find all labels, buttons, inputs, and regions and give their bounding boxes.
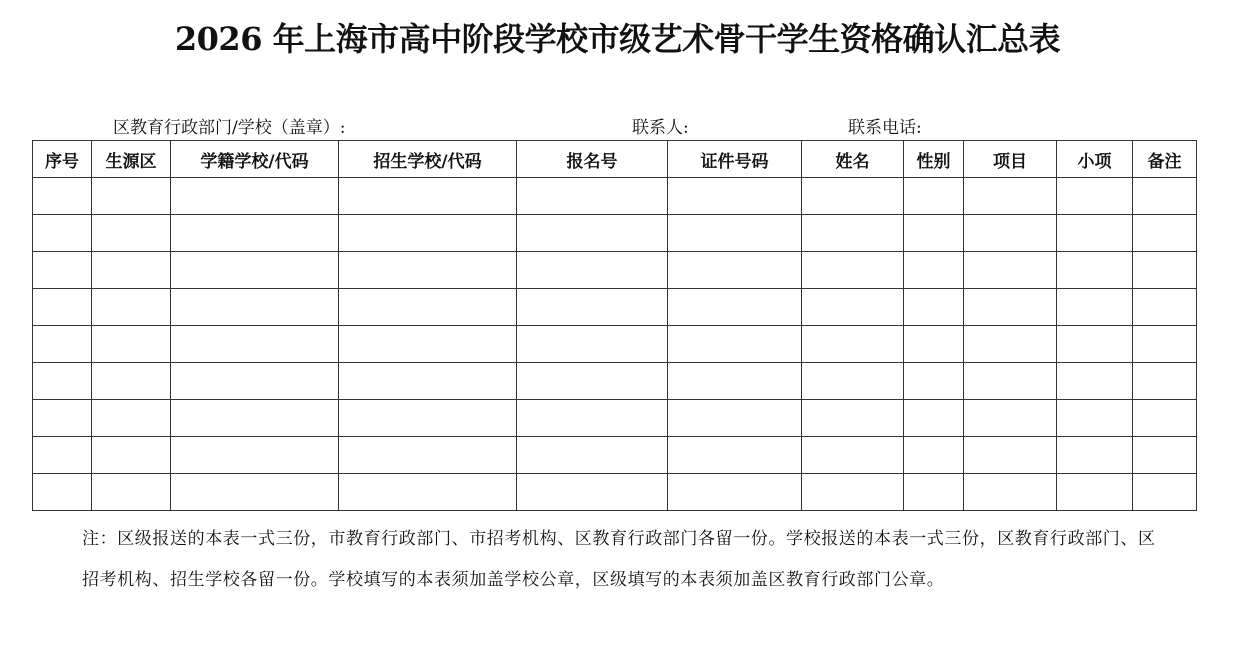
table-cell[interactable] <box>802 474 904 511</box>
table-cell[interactable] <box>668 252 802 289</box>
table-cell[interactable] <box>171 400 339 437</box>
table-cell[interactable] <box>668 400 802 437</box>
table-cell[interactable] <box>1133 437 1197 474</box>
table-cell[interactable] <box>964 400 1057 437</box>
table-cell[interactable] <box>904 474 964 511</box>
table-cell[interactable] <box>904 437 964 474</box>
table-cell[interactable] <box>339 326 517 363</box>
table-cell[interactable] <box>92 437 171 474</box>
table-cell[interactable] <box>92 326 171 363</box>
form-title: 2026 年上海市高中阶段学校市级艺术骨干学生资格确认汇总表 <box>174 20 1061 58</box>
table-cell[interactable] <box>517 437 668 474</box>
table-cell[interactable] <box>92 363 171 400</box>
table-cell[interactable] <box>339 215 517 252</box>
table-cell[interactable] <box>904 215 964 252</box>
col-header-gender: 性别 <box>904 141 964 178</box>
table-cell[interactable] <box>904 326 964 363</box>
col-header-remarks: 备注 <box>1133 141 1197 178</box>
table-cell[interactable] <box>802 252 904 289</box>
table-cell[interactable] <box>668 326 802 363</box>
table-cell[interactable] <box>964 363 1057 400</box>
table-cell[interactable] <box>517 474 668 511</box>
table-cell[interactable] <box>33 289 92 326</box>
table-cell[interactable] <box>1133 252 1197 289</box>
table-cell[interactable] <box>904 252 964 289</box>
table-cell[interactable] <box>964 437 1057 474</box>
table-cell[interactable] <box>33 252 92 289</box>
table-cell[interactable] <box>517 178 668 215</box>
table-cell[interactable] <box>1133 289 1197 326</box>
table-cell[interactable] <box>33 178 92 215</box>
table-cell[interactable] <box>964 252 1057 289</box>
table-row <box>33 437 1197 474</box>
table-cell[interactable] <box>92 400 171 437</box>
table-cell[interactable] <box>33 326 92 363</box>
col-header-admitting-school: 招生学校/代码 <box>339 141 517 178</box>
col-header-id-number: 证件号码 <box>668 141 802 178</box>
table-cell[interactable] <box>517 289 668 326</box>
table-cell[interactable] <box>964 178 1057 215</box>
table-cell[interactable] <box>1133 215 1197 252</box>
table-cell[interactable] <box>517 363 668 400</box>
table-cell[interactable] <box>339 289 517 326</box>
table-cell[interactable] <box>171 252 339 289</box>
table-cell[interactable] <box>668 437 802 474</box>
table-cell[interactable] <box>802 289 904 326</box>
table-cell[interactable] <box>517 400 668 437</box>
unit-stamp-label: 区教育行政部门/学校（盖章）: <box>113 118 346 138</box>
table-cell[interactable] <box>1133 326 1197 363</box>
table-cell[interactable] <box>33 437 92 474</box>
table-cell[interactable] <box>802 326 904 363</box>
table-cell[interactable] <box>668 289 802 326</box>
table-cell[interactable] <box>1133 400 1197 437</box>
col-header-serial: 序号 <box>33 141 92 178</box>
table-cell[interactable] <box>339 474 517 511</box>
table-cell[interactable] <box>1133 178 1197 215</box>
table-cell[interactable] <box>668 215 802 252</box>
table-cell[interactable] <box>339 178 517 215</box>
table-header-row <box>33 141 1197 178</box>
table-cell[interactable] <box>1057 252 1133 289</box>
table-cell[interactable] <box>964 474 1057 511</box>
contact-phone-label: 联系电话: <box>848 118 922 138</box>
table-cell[interactable] <box>339 437 517 474</box>
table-row <box>33 178 1197 215</box>
table-cell[interactable] <box>964 326 1057 363</box>
table-cell[interactable] <box>904 289 964 326</box>
table-cell[interactable] <box>171 326 339 363</box>
col-header-enrolled-school: 学籍学校/代码 <box>171 141 339 178</box>
table-cell[interactable] <box>171 363 339 400</box>
table-cell[interactable] <box>171 178 339 215</box>
table-cell[interactable] <box>1133 363 1197 400</box>
table-row <box>33 474 1197 511</box>
table-cell[interactable] <box>802 437 904 474</box>
table-cell[interactable] <box>904 400 964 437</box>
table-cell[interactable] <box>92 215 171 252</box>
table-cell[interactable] <box>1057 400 1133 437</box>
table-cell[interactable] <box>339 400 517 437</box>
table-cell[interactable] <box>171 474 339 511</box>
table-cell[interactable] <box>1057 215 1133 252</box>
table-cell[interactable] <box>517 326 668 363</box>
table-cell[interactable] <box>33 215 92 252</box>
table-cell[interactable] <box>904 178 964 215</box>
table-cell[interactable] <box>1133 474 1197 511</box>
table-cell[interactable] <box>1057 437 1133 474</box>
table-cell[interactable] <box>668 474 802 511</box>
table-cell[interactable] <box>92 178 171 215</box>
col-header-name: 姓名 <box>802 141 904 178</box>
table-body <box>33 178 1197 511</box>
table-cell[interactable] <box>802 215 904 252</box>
table-cell[interactable] <box>1057 363 1133 400</box>
table-cell[interactable] <box>668 178 802 215</box>
col-header-program: 项目 <box>964 141 1057 178</box>
table-cell[interactable] <box>1057 178 1133 215</box>
table-cell[interactable] <box>1057 474 1133 511</box>
table-cell[interactable] <box>517 215 668 252</box>
table-row <box>33 400 1197 437</box>
table-cell[interactable] <box>171 289 339 326</box>
table-cell[interactable] <box>171 437 339 474</box>
table-cell[interactable] <box>92 474 171 511</box>
footnote: 注：区级报送的本表一式三份，市教育行政部门、市招考机构、区教育行政部门各留一份。学校报送的本表一式三份，区教育行政部门、区招考机构、招生学校各留一份。学校填写的本表须加盖学校公章，区级填写的本表须加盖区教育行政部门公章。 <box>82 529 1156 590</box>
table-cell[interactable] <box>33 363 92 400</box>
contact-person-label: 联系人: <box>632 118 689 138</box>
table-cell[interactable] <box>92 252 171 289</box>
table-cell[interactable] <box>1057 326 1133 363</box>
table-cell[interactable] <box>904 363 964 400</box>
table-row <box>33 326 1197 363</box>
table-cell[interactable] <box>964 289 1057 326</box>
table-cell[interactable] <box>517 252 668 289</box>
table-cell[interactable] <box>339 252 517 289</box>
table-cell[interactable] <box>668 363 802 400</box>
table-row <box>33 363 1197 400</box>
summary-table <box>32 140 1197 511</box>
table-cell[interactable] <box>33 400 92 437</box>
table-cell[interactable] <box>802 363 904 400</box>
table-cell[interactable] <box>92 289 171 326</box>
table-cell[interactable] <box>171 215 339 252</box>
table-cell[interactable] <box>964 215 1057 252</box>
col-header-origin-district: 生源区 <box>92 141 171 178</box>
table-cell[interactable] <box>339 363 517 400</box>
table-cell[interactable] <box>802 400 904 437</box>
table-row <box>33 252 1197 289</box>
table-cell[interactable] <box>1057 289 1133 326</box>
table-row <box>33 289 1197 326</box>
col-header-sub-item: 小项 <box>1057 141 1133 178</box>
col-header-registration-number: 报名号 <box>517 141 668 178</box>
table-row <box>33 215 1197 252</box>
table-cell[interactable] <box>802 178 904 215</box>
table-cell[interactable] <box>33 474 92 511</box>
